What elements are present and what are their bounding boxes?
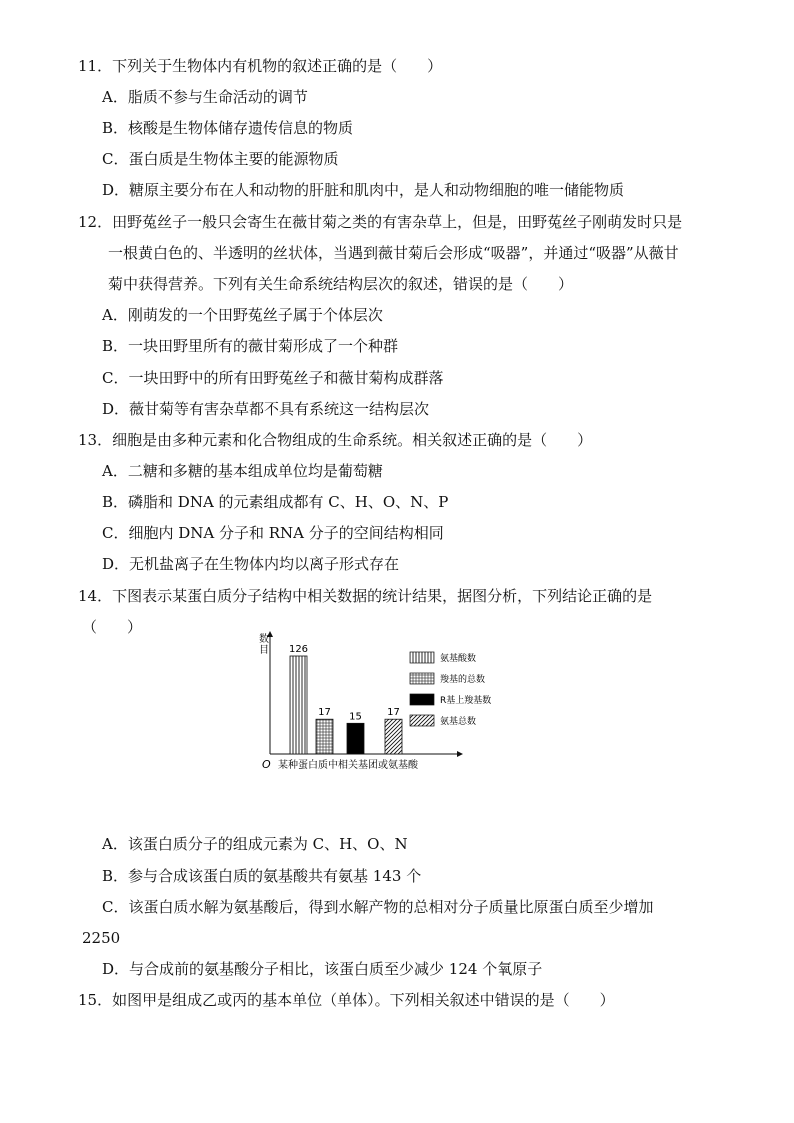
q14-stem-line1: 14．下图表示某蛋白质分子结构中相关数据的统计结果，据图分析，下列结论正确的是: [78, 587, 653, 605]
legend-label-0: 氨基酸数: [440, 654, 477, 664]
q13-option-a: A．二糖和多糖的基本组成单位均是葡萄糖: [102, 462, 383, 480]
q11-option-a: A．脂质不参与生命活动的调节: [102, 88, 308, 106]
q13-option-c: C．细胞内 DNA 分子和 RNA 分子的空间结构相同: [102, 524, 444, 542]
q13-option-d: D．无机盐离子在生物体内均以离子形式存在: [102, 555, 400, 573]
bar-chart: [250, 626, 510, 776]
bar-1: [316, 719, 333, 754]
y-axis-label: 数目: [259, 634, 269, 656]
q13-option-b: B．磷脂和 DNA 的元素组成都有 C、H、O、N、P: [102, 493, 449, 511]
legend-label-1: 羧基的总数: [440, 675, 486, 685]
legend-swatch-1: [410, 673, 434, 684]
bar-3: [385, 719, 402, 754]
q12-option-c: C．一块田野中的所有田野菟丝子和薇甘菊构成群落: [102, 369, 444, 387]
q12-stem-line1: 12．田野菟丝子一般只会寄生在薇甘菊之类的有害杂草上，但是，田野菟丝子刚萌发时只是: [78, 213, 683, 231]
q12-option-a: A．刚萌发的一个田野菟丝子属于个体层次: [102, 306, 383, 324]
q14-option-c-line2: 2250: [82, 929, 121, 947]
legend-label-2: R基上羧基数: [440, 696, 492, 706]
q12-stem-line3: 菊中获得营养。下列有关生命系统结构层次的叙述，错误的是（ ）: [108, 275, 574, 293]
q14-option-d: D．与合成前的氨基酸分子相比，该蛋白质至少减少 124 个氧原子: [102, 960, 543, 978]
q15-stem: 15．如图甲是组成乙或丙的基本单位（单体）。下列相关叙述中错误的是（ ）: [78, 991, 615, 1009]
legend-swatch-2: [410, 694, 434, 705]
q12-stem-line2: 一根黄白色的、半透明的丝状体，当遇到薇甘菊后会形成“吸器”，并通过“吸器”从薇甘: [108, 244, 679, 262]
legend-label-3: 氨基总数: [440, 717, 477, 727]
q11-option-d: D．糖原主要分布在人和动物的肝脏和肌肉中，是人和动物细胞的唯一储能物质: [102, 181, 625, 199]
legend-swatch-0: [410, 652, 434, 663]
origin-label: O: [262, 758, 271, 771]
q13-stem: 13．细胞是由多种元素和化合物组成的生命系统。相关叙述正确的是（ ）: [78, 431, 593, 449]
q14-option-b: B．参与合成该蛋白质的氨基酸共有氨基 143 个: [102, 867, 422, 885]
q14-option-c-line1: C．该蛋白质水解为氨基酸后，得到水解产物的总相对分子质量比原蛋白质至少增加: [102, 898, 654, 916]
bar-value-label-3: 17: [387, 707, 400, 719]
q12-option-d: D．薇甘菊等有害杂草都不具有系统这一结构层次: [102, 400, 430, 418]
bar-value-label-0: 126: [288, 644, 309, 655]
q11-option-c: C．蛋白质是生物体主要的能源物质: [102, 150, 339, 168]
bar-value-label-1: 17: [318, 707, 331, 719]
q14-stem-line2: （ ）: [82, 618, 143, 636]
q12-option-b: B．一块田野里所有的薇甘菊形成了一个种群: [102, 337, 399, 355]
bar-0: [290, 656, 307, 754]
x-axis-label: 某种蛋白质中相关基团或氨基酸: [278, 760, 418, 771]
bar-value-label-2: 15: [349, 711, 362, 723]
legend-swatch-3: [410, 715, 434, 726]
bar-2: [347, 723, 364, 754]
q14-option-a: A．该蛋白质分子的组成元素为 C、H、O、N: [102, 835, 408, 853]
q11-option-b: B．核酸是生物体储存遗传信息的物质: [102, 119, 354, 137]
q11-stem: 11．下列关于生物体内有机物的叙述正确的是（ ）: [78, 57, 443, 75]
